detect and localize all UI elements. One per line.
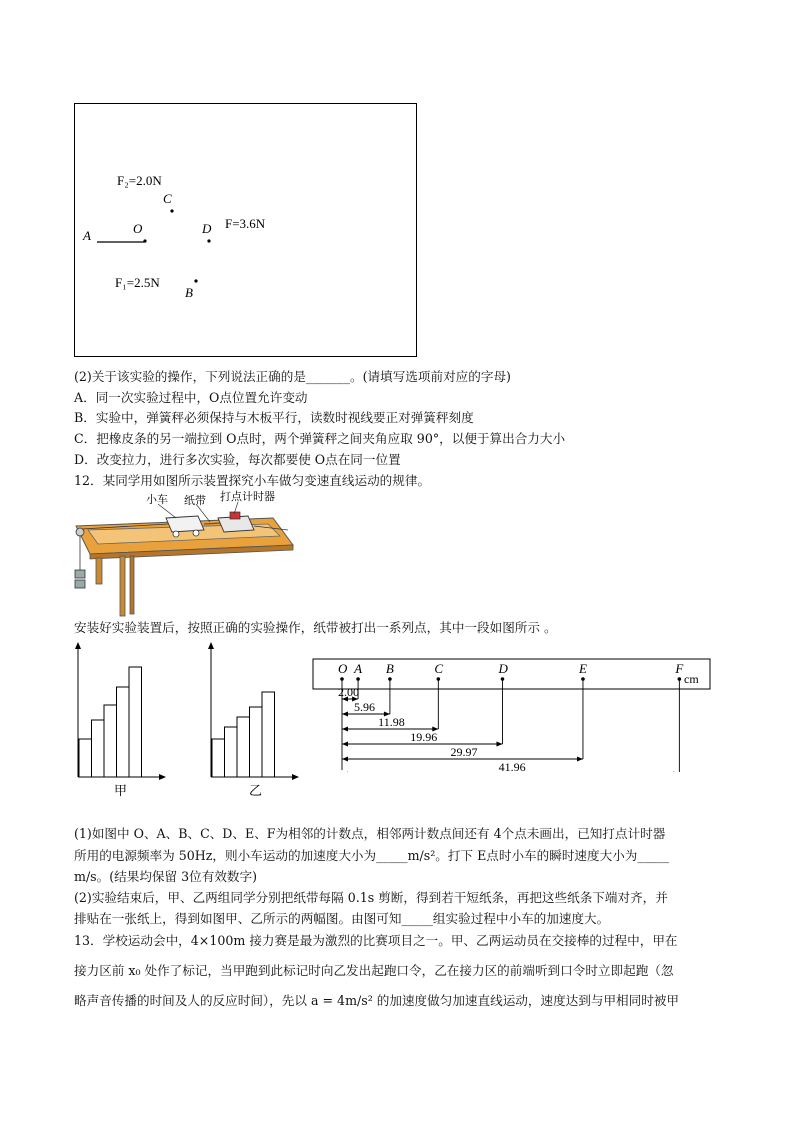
bar [92,720,105,777]
bar [104,705,117,777]
chart-yi-svg [203,640,303,800]
force-diagram-svg [75,104,416,356]
q11-option-c: C．把橡皮条的另一端拉到 O点时，两个弹簧秤之间夹角应取 90°，以便于算出合力大小 [74,431,566,446]
bar [225,727,238,777]
timer-knob-icon [230,512,240,519]
arrow-head-icon [342,742,348,747]
arrow-head-icon [342,772,348,773]
bar [212,739,225,777]
f-label: F=3.6N [225,216,266,231]
point-b-label: B [185,285,193,300]
q13-line1: 13．学校运动会中，4×100m 接力赛是最为激烈的比赛项目之一。甲、乙两运动员在交接棒的过程中，甲在 [74,933,678,948]
tape-label: 纸带 [184,495,206,507]
arrow-head-icon [496,742,502,747]
point-b-dot [194,279,197,282]
arrow-head-icon [342,712,348,717]
tape-point-label: A [354,661,363,676]
distance-label: 5.96 [353,700,375,714]
tape-point-label: B [385,661,394,676]
bar [262,692,275,777]
table-leg [120,556,125,616]
weight-icon [75,580,85,588]
tape-unit: cm [684,672,699,686]
point-o-label: O [133,221,143,236]
point-d-dot [207,239,210,242]
tape-point-label: C [434,661,443,676]
q11-option-b: B．实验中，弹簧秤必须保持与木板平行，读数时视线要正对弹簧秤刻度 [74,410,474,425]
chart-yi [203,640,303,800]
force-diagram [74,103,417,357]
bar [79,739,92,777]
table-leg [130,556,134,614]
x-axis-arrow-icon [292,774,299,780]
q11-part2-stem: (2)关于该实验的操作，下列说法正确的是_______。(请填写选项前对应的字母) [74,369,511,384]
q12-after-setup: 安装好实验装置后，按照正确的实验操作，纸带被打出一系列点，其中一段如图所示 。 [74,620,557,635]
distance-label: 2.00 [338,685,360,699]
bar [237,717,250,777]
distance-label: 11.98 [378,715,405,729]
tape-diagram [312,652,712,772]
tape-point-label: D [498,661,508,676]
table-leg [96,558,102,584]
q12-part1-line2: 所用的电源频率为 50Hz，则小车运动的加速度大小为_____m/s²。打下 E点时小车的瞬时速度大小为_____ [74,848,669,863]
weight-icon [75,570,85,578]
q11-option-d: D．改变拉力，进行多次实验，每次都要使 O点在同一位置 [74,452,401,467]
distance-label: 29.97 [450,745,478,759]
q12-part1-line3: m/s。(结果均保留 3位有效数字) [74,869,258,884]
f2-label: F₂=2.0N [117,173,162,188]
point-d-label: D [202,221,212,236]
arrow-head-icon [577,757,583,762]
point-c-label: C [163,191,172,206]
point-o-dot [143,239,146,242]
timer-label: 打点计时器 [220,491,275,503]
bar [117,687,130,777]
y-axis-arrow-icon [208,642,214,649]
paper-tape [313,659,710,689]
apparatus-svg [68,490,298,618]
chart-jia-label: 甲 [114,783,128,798]
q12-stem: 12．某同学用如图所示装置探究小车做匀变速直线运动的规律。 [74,473,431,488]
chart-jia [70,640,170,800]
distance-label: 41.96 [498,760,526,772]
q12-part1-line1: (1)如图中 O、A、B、C、D、E、F为相邻的计数点，相邻两计数点间还有 4个点未画出，已知打点计时器 [74,826,666,841]
y-axis-arrow-icon [75,642,81,649]
q12-part2-line1: (2)实验结束后，甲、乙两组同学分别把纸带每隔 0.1s 剪断，得到若干短纸条，再把这些纸条下端对齐，并 [74,890,668,905]
cart-wheel-icon [173,531,179,537]
q12-part2-line2: 排贴在一张纸上，得到如图甲、乙所示的两幅图。由图可知_____组实验过程中小车的加速度大。 [74,911,610,926]
point-a-label: A [83,228,91,243]
chart-yi-label: 乙 [249,783,263,798]
bar [250,707,263,777]
label-leader [158,504,176,518]
tape-point-label: E [578,661,587,676]
tape-point-label: F [675,661,684,676]
arrow-head-icon [673,772,679,773]
chart-jia-svg [70,640,170,800]
cart-icon [166,516,204,532]
q13-line3: 略声音传播的时间及人的反应时间），先以 a = 4m/s² 的加速度做匀加速直线运动，速度达到与甲相同时被甲 [74,993,680,1008]
tape-svg [312,652,712,772]
bar [129,667,142,777]
apparatus-figure [68,490,298,618]
distance-label: 19.96 [410,730,438,744]
arrow-head-icon [342,757,348,762]
x-axis-arrow-icon [159,774,166,780]
q13-line2: 接力区前 x₀ 处作了标记，当甲跑到此标记时向乙发出起跑口令，乙在接力区的前端听到口令时立即起跑（忽 [74,963,674,978]
tape-point-label: O [338,661,348,676]
cart-label: 小车 [146,494,168,506]
cart-wheel-icon [193,530,199,536]
arrow-head-icon [342,727,348,732]
point-c-dot [170,209,173,212]
q11-option-a: A．同一次实验过程中，O点位置允许变动 [74,390,308,405]
f1-label: F₁=2.5N [115,275,160,290]
